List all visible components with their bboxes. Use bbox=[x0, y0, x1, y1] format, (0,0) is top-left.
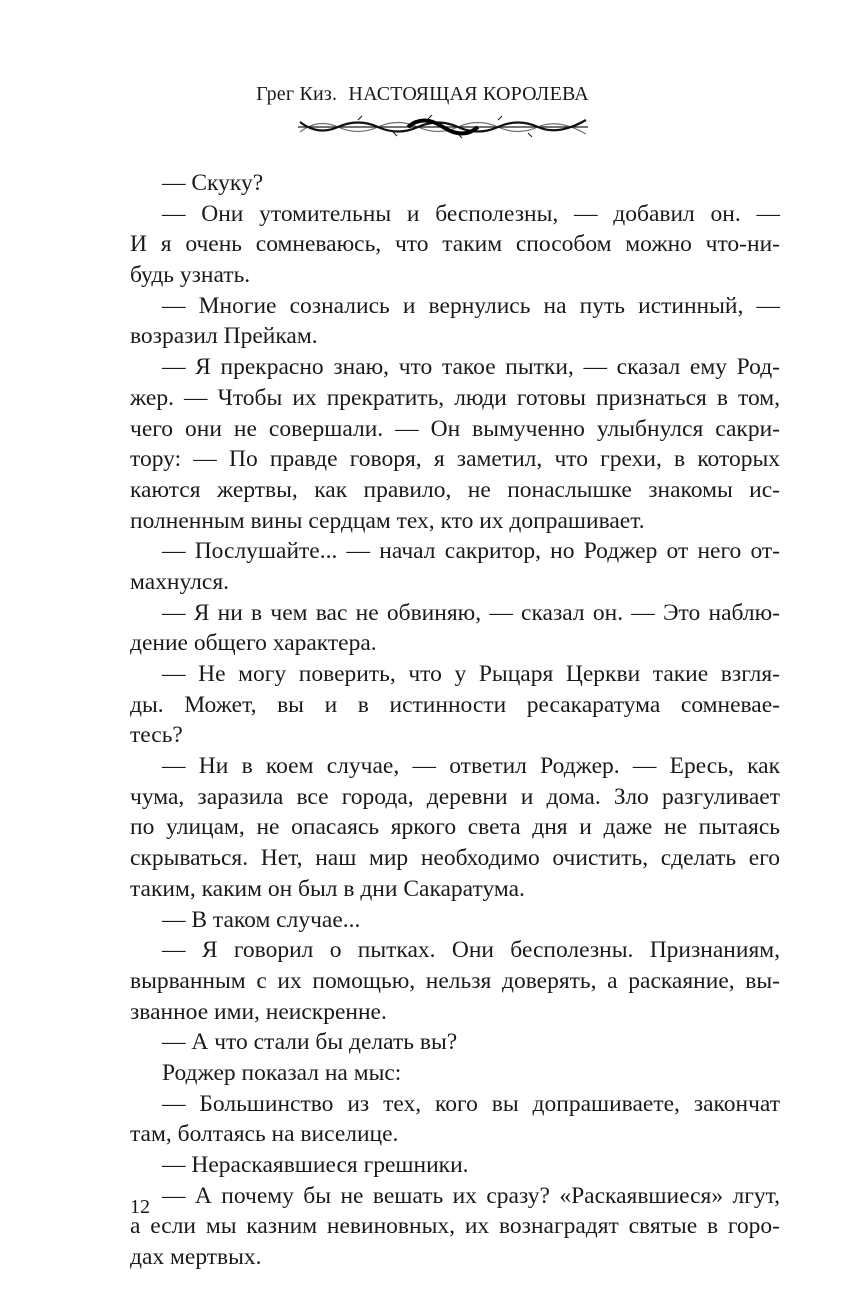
text-line: — Скуку? bbox=[162, 170, 264, 196]
text-line: полненным вины сердцам тех, кто их допрашивает. bbox=[130, 507, 645, 534]
text-line: — Я ни в чем вас не обвиняю, — сказал он. — Это наблю- bbox=[162, 599, 780, 626]
text-line: вырванным с их помощью, нельзя доверять, а раскаяние, вы- bbox=[130, 967, 780, 994]
text-line: чего они не совершали. — Он вымученно улыбнулся сакри- bbox=[130, 415, 780, 442]
thorny-vine-ornament-icon bbox=[298, 114, 588, 140]
text-line: И я очень сомневаюсь, что таким способом можно что-ни- bbox=[130, 231, 780, 258]
text-line: Роджер показал на мыс: bbox=[162, 1059, 402, 1086]
text-line: каются жертвы, как правило, не понаслышке знакомы ис- bbox=[130, 476, 780, 503]
text-line: там, болтаясь на виселице. bbox=[130, 1121, 399, 1148]
text-line: — А что стали бы делать вы? bbox=[162, 1029, 458, 1056]
header-author: Грег Киз. bbox=[256, 83, 338, 105]
text-line: тесь? bbox=[130, 722, 183, 749]
text-line: — Ни в коем случае, — ответил Роджер. — Ересь, как bbox=[162, 753, 780, 780]
text-line: дение общего характера. bbox=[130, 630, 377, 657]
header-title: НАСТОЯЩАЯ КОРОЛЕВА bbox=[348, 83, 589, 105]
text-line: а если мы казним невиновных, их вознаградят святые в горо- bbox=[130, 1213, 780, 1240]
text-line: тору: — По правде говоря, я заметил, что грехи, в которых bbox=[130, 446, 780, 473]
text-line: — Я прекрасно знаю, что такое пытки, — сказал ему Род- bbox=[162, 354, 780, 381]
text-line: скрываться. Нет, наш мир необходимо очистить, сделать его bbox=[130, 845, 780, 872]
text-line: будь узнать. bbox=[130, 262, 251, 289]
text-line: ды. Может, вы и в истинности ресакаратума сомневае- bbox=[130, 691, 780, 718]
page-number: 12 bbox=[130, 1196, 150, 1218]
text-line: — Большинство из тех, кого вы допрашиваете, закончат bbox=[162, 1090, 780, 1117]
text-line: — А почему бы не вешать их сразу? «Раскаявшиеся» лгут, bbox=[162, 1182, 780, 1209]
text-line: дах мертвых. bbox=[130, 1244, 262, 1271]
text-line: таким, каким он был в дни Сакаратума. bbox=[130, 875, 525, 902]
text-line: — Послушайте... — начал сакритор, но Роджер от него от- bbox=[162, 538, 780, 565]
text-line: по улицам, не опасаясь яркого света дня и даже не пытаясь bbox=[130, 814, 780, 841]
text-line: — В таком случае... bbox=[162, 906, 361, 933]
body-text bbox=[130, 168, 780, 1273]
text-line: — Многие сознались и вернулись на путь истинный, — bbox=[162, 292, 780, 319]
text-line: званное ими, неискренне. bbox=[130, 998, 387, 1025]
running-header bbox=[0, 83, 845, 106]
text-line: чума, заразила все города, деревни и дома. Зло разгуливает bbox=[130, 783, 780, 810]
text-line: возразил Прейкам. bbox=[130, 323, 318, 350]
text-line: — Они утомительны и бесполезны, — добавил он. — bbox=[162, 200, 780, 227]
text-line: жер. — Чтобы их прекратить, люди готовы признаться в том, bbox=[130, 384, 780, 411]
text-line: — Нераскаявшиеся грешники. bbox=[162, 1152, 469, 1178]
text-line: — Я говорил о пытках. Они бесполезны. Признаниям, bbox=[162, 937, 780, 964]
text-line: махнулся. bbox=[130, 568, 230, 595]
text-line: — Не могу поверить, что у Рыцаря Церкви такие взгля- bbox=[162, 661, 780, 687]
